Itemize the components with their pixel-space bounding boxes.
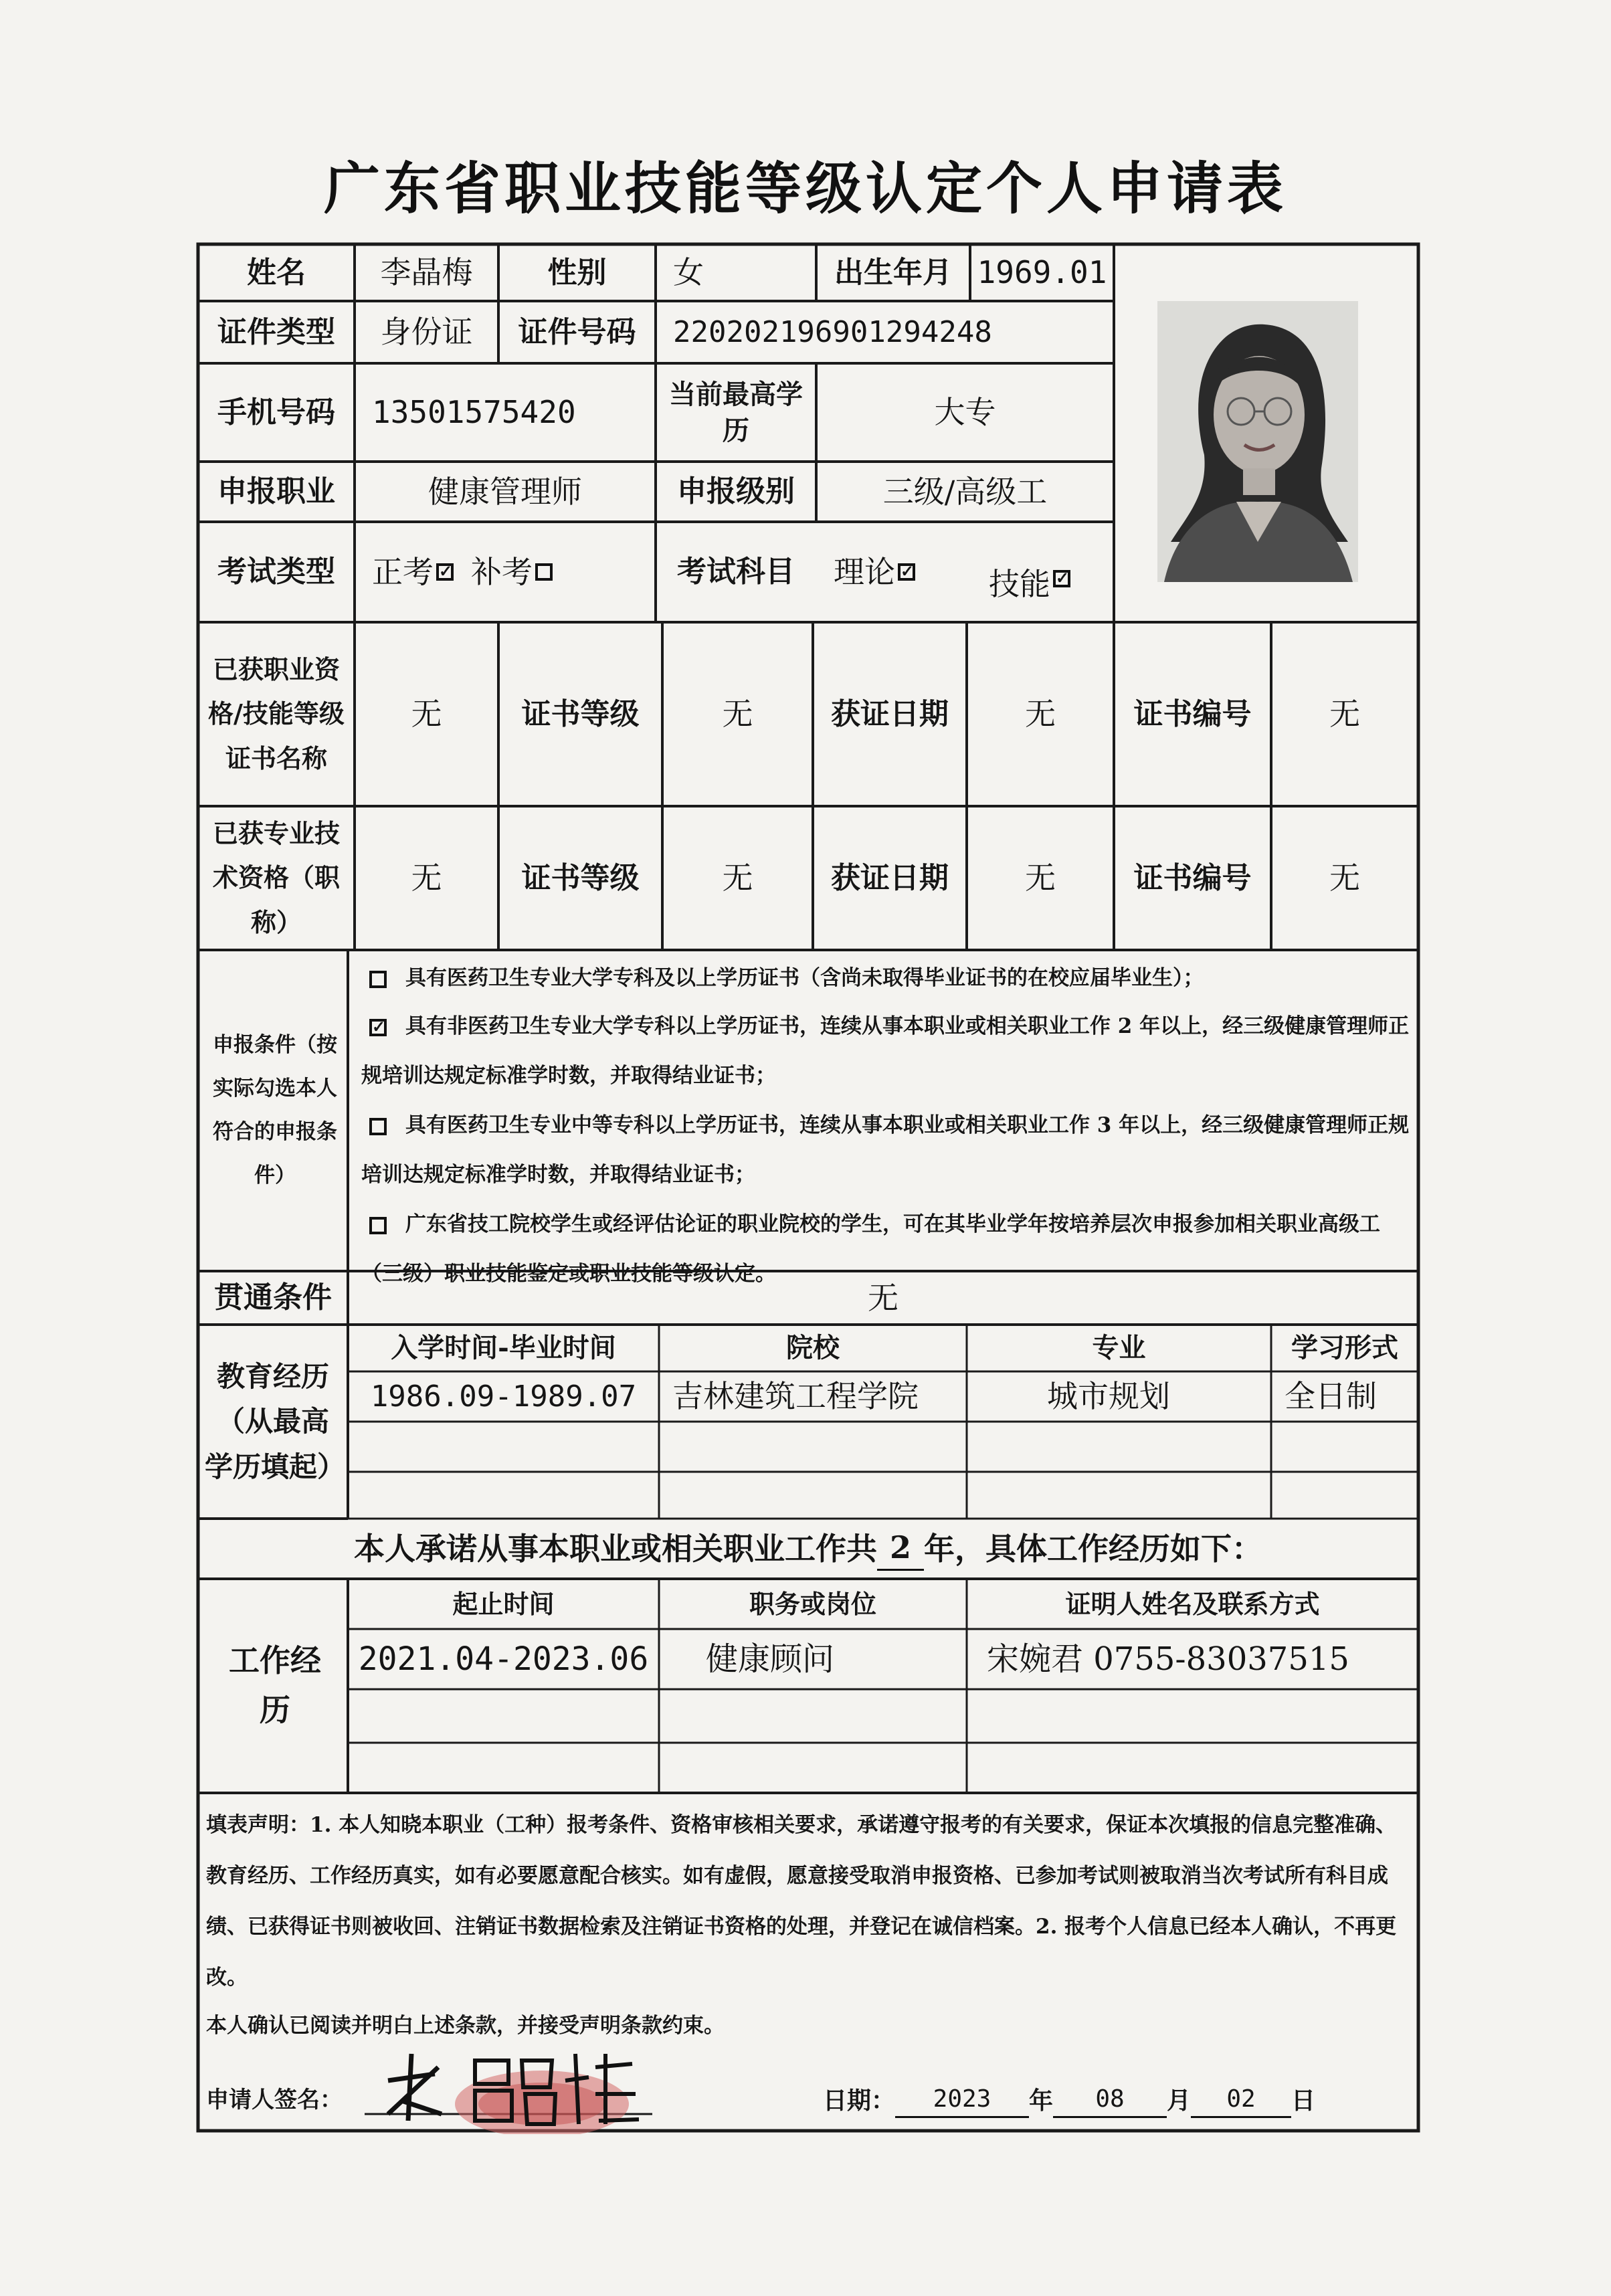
exam-regular-checkbox[interactable]: ✓ (436, 563, 454, 581)
exam-makeup-label: 补考 (471, 553, 533, 590)
tech-cert-grade-label: 证书等级 (521, 860, 640, 895)
prof-cert-grade-label: 证书等级 (521, 696, 640, 731)
condition-2-text: 具有非医药卫生专业大学专科以上学历证书，连续从事本职业或相关职业工作 2 年以上，经三级健康管理师正规培训达规定标准学时数，并取得结业证书； (361, 1014, 1410, 1088)
prof-cert-grade[interactable]: 无 (722, 696, 753, 733)
edu-header-mode: 学习形式 (1291, 1332, 1398, 1363)
edu-header-school: 院校 (786, 1332, 840, 1363)
exam-subject-label: 考试科目 (677, 555, 795, 589)
date-year[interactable]: 2023 (895, 2083, 1029, 2118)
work-row-period[interactable]: 2021.04-2023.06 (358, 1640, 649, 1678)
tech-cert-no[interactable]: 无 (1329, 860, 1360, 896)
level-label: 申报级别 (677, 474, 795, 509)
education-label: 教育经历（从最高学历填起） (205, 1360, 346, 1483)
prof-cert-label: 已获职业资格/技能等级证书名称 (208, 654, 345, 773)
subject-theory-label: 理论 (834, 553, 895, 590)
work-label: 工作经历 (229, 1642, 321, 1728)
edu-label: 当前最高学历 (669, 378, 803, 446)
exam-regular-label: 正考 (372, 553, 434, 590)
tech-cert-label: 已获专业技术资格（职称） (212, 818, 340, 937)
edu-row-major[interactable]: 城市规划 (1047, 1378, 1170, 1415)
condition-3-text: 具有医药卫生专业中等专科以上学历证书，连续从事本职业或相关职业工作 3 年以上，经三级健康管理师正规培训达规定标准学时数，并取得结业证书； (361, 1113, 1410, 1187)
applicant-signature (375, 2040, 656, 2134)
condition-1-checkbox[interactable] (369, 971, 387, 988)
date-month-unit: 月 (1167, 2086, 1192, 2115)
edu-row-mode[interactable]: 全日制 (1285, 1378, 1377, 1415)
prof-cert-date-label: 获证日期 (831, 696, 949, 731)
birth-value[interactable]: 1969.01 (977, 254, 1107, 291)
condition-3-checkbox[interactable] (369, 1118, 387, 1135)
pledge-line (198, 1519, 1418, 1579)
prof-cert-date[interactable]: 无 (1025, 696, 1056, 733)
condition-4-checkbox[interactable] (369, 1217, 387, 1234)
conditions-label: 申报条件（按实际勾选本人符合的申报条件） (213, 1032, 337, 1188)
work-header-period: 起止时间 (452, 1588, 555, 1619)
subject-theory-checkbox[interactable]: ✓ (898, 563, 915, 581)
prof-cert-no[interactable]: 无 (1329, 696, 1360, 733)
subject-skill-checkbox[interactable]: ✓ (1053, 570, 1070, 587)
tech-cert-date-label: 获证日期 (831, 860, 949, 895)
through-label: 贯通条件 (214, 1280, 332, 1315)
tech-cert-grade[interactable]: 无 (722, 860, 753, 896)
edu-header-major: 专业 (1092, 1332, 1146, 1363)
sign-label: 申请人签名： (206, 2087, 343, 2114)
phone-value[interactable]: 13501575420 (372, 394, 576, 431)
work-header-reference: 证明人姓名及联系方式 (1065, 1588, 1320, 1619)
prof-cert-no-label: 证书编号 (1133, 696, 1252, 731)
tech-cert-date[interactable]: 无 (1025, 860, 1056, 896)
edu-header-period: 入学时间-毕业时间 (391, 1332, 616, 1363)
through-value[interactable]: 无 (868, 1279, 898, 1316)
condition-4-text: 广东省技工院校学生或经评估论证的职业院校的学生，可在其毕业学年按培养层次申报参加相关职业高级工（三级）职业技能鉴定或职业技能等级认定。 (361, 1212, 1380, 1286)
id-type-value[interactable]: 身份证 (380, 314, 473, 351)
tech-cert-no-label: 证书编号 (1133, 860, 1252, 895)
pledge-prefix: 本人承诺从事本职业或相关职业工作共 (354, 1530, 877, 1567)
level-value[interactable]: 三级/高级工 (882, 473, 1048, 510)
exam-subject-options (816, 522, 1114, 622)
edu-value[interactable]: 大专 (934, 394, 996, 431)
edu-row-period[interactable]: 1986.09-1989.07 (370, 1379, 637, 1414)
pledge-years[interactable]: 2 (877, 1527, 924, 1570)
edu-row-school[interactable]: 吉林建筑工程学院 (672, 1378, 919, 1415)
phone-label: 手机号码 (217, 395, 335, 429)
name-label: 姓名 (247, 255, 306, 290)
exam-type-label: 考试类型 (217, 555, 335, 589)
exam-type-options (355, 522, 656, 622)
condition-item (361, 1001, 1412, 1101)
date-line (823, 2081, 1358, 2121)
tech-cert-name[interactable]: 无 (411, 860, 442, 896)
work-row-reference[interactable]: 宋婉君 0755-83037515 (987, 1640, 1349, 1678)
birth-label: 出生年月 (834, 255, 952, 290)
work-header-position: 职务或岗位 (749, 1588, 876, 1619)
exam-makeup-checkbox[interactable] (535, 563, 553, 581)
work-row-position[interactable]: 健康顾问 (706, 1640, 835, 1678)
form-title: 广东省职业技能等级认定个人申请表 (323, 155, 1287, 221)
id-no-label: 证件号码 (518, 314, 636, 349)
date-day[interactable]: 02 (1191, 2083, 1291, 2118)
job-label: 申报职业 (217, 474, 335, 509)
date-label: 日期： (823, 2086, 896, 2115)
condition-item (361, 1101, 1412, 1200)
job-value[interactable]: 健康管理师 (428, 473, 582, 510)
condition-2-checkbox[interactable]: ✓ (369, 1019, 387, 1036)
date-day-unit: 日 (1291, 2086, 1316, 2115)
id-type-label: 证件类型 (217, 314, 335, 349)
id-no-value[interactable]: 220202196901294248 (673, 314, 992, 349)
name-value[interactable]: 李晶梅 (380, 254, 473, 291)
prof-cert-name[interactable]: 无 (411, 696, 442, 733)
applicant-photo (1157, 301, 1358, 582)
subject-skill-label: 技能 (989, 565, 1050, 602)
date-month[interactable]: 08 (1053, 2083, 1167, 2118)
gender-value[interactable]: 女 (673, 254, 704, 291)
condition-item (361, 953, 1412, 1003)
gender-label: 性别 (547, 255, 607, 290)
condition-1-text: 具有医药卫生专业大学专科及以上学历证书（含尚未取得毕业证书的在校应届毕业生）； (405, 966, 1204, 990)
declaration-text: 填表声明：1. 本人知晓本职业（工种）报考条件、资格审核相关要求，承诺遵守报考的有关要求，保证本次填报的信息完整准确、教育经历、工作经历真实，如有必要愿意配合核实。如有虚假，愿意接受取消申报资格、已参加考试则被取消当次考试所有科目成绩、已获得证书则被收回、注销证书数据检索及注销证书资格的处理，并登记在诚信档案。2. 报考个人信息已经本人确认，不再更改。 (206, 1813, 1397, 1990)
date-year-unit: 年 (1029, 2086, 1054, 2115)
declaration-confirm: 本人确认已阅读并明白上述条款，并接受声明条款约束。 (206, 2014, 725, 2038)
pledge-suffix: 年，具体工作经历如下： (924, 1530, 1262, 1567)
